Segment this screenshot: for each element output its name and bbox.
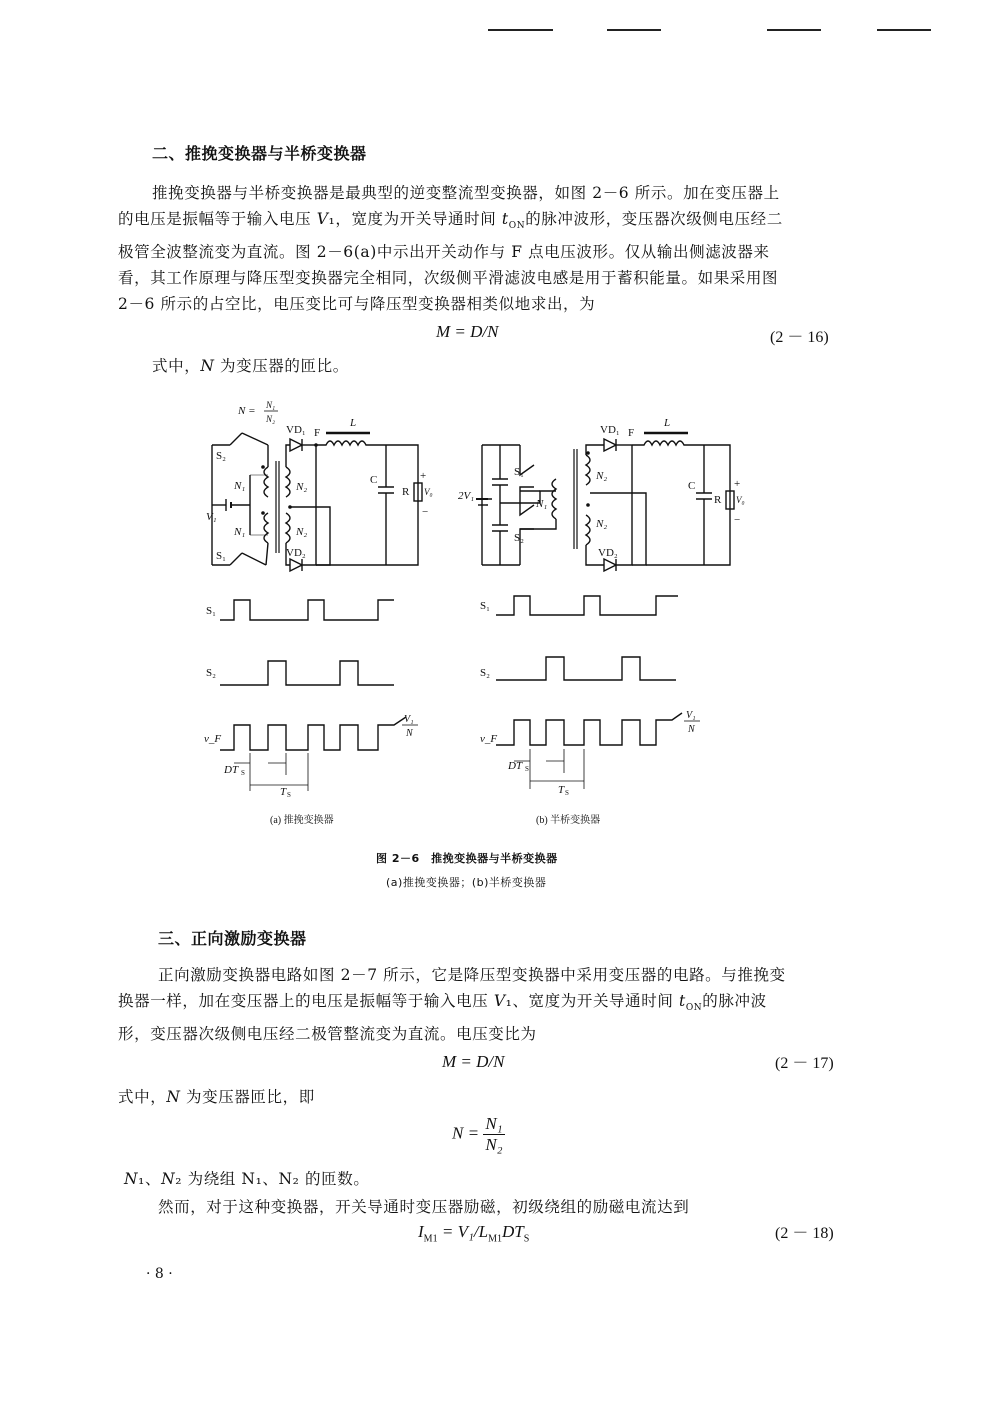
secondary-coil-b	[586, 455, 590, 545]
n2-label: N₂	[266, 414, 276, 424]
l-label: L	[350, 417, 357, 429]
inductor-l	[316, 441, 386, 445]
l-label-b: L	[664, 417, 671, 429]
wave-b-s2: S₂	[480, 667, 490, 679]
circuit-b	[458, 417, 745, 571]
s1-label-b: S₁	[514, 466, 524, 478]
para-line: 形，变压器次级侧电压经二极管整流变为直流。电压变比为	[118, 1025, 537, 1044]
capacitors-b	[492, 445, 508, 565]
section3-heading: 三、正向激励变换器	[158, 929, 307, 948]
n1-bot: N₁	[234, 526, 246, 538]
equation-2-17-number: (2 － 17)	[775, 1055, 834, 1072]
svg-text:S: S	[241, 769, 245, 777]
svg-text:S: S	[565, 789, 569, 797]
n-fraction	[452, 1114, 505, 1155]
wave-a-dts: DT	[224, 764, 239, 776]
n2-top: N₂	[296, 481, 308, 493]
para-line: 推挽变换器与半桥变换器是最典型的逆变整流型变换器，如图 2－6 所示。加在变压器上	[152, 184, 780, 202]
circuit-a	[206, 400, 433, 571]
minus-label-b: −	[734, 514, 741, 526]
n-ratio-label: N =	[238, 405, 256, 417]
v1-label: V₁	[206, 511, 217, 523]
f-label: F	[314, 427, 321, 439]
para-line: 正向激励变换器电路如图 2－7 所示，它是降压型变换器中采用变压器的电路。与推挽变	[158, 966, 786, 984]
vd2-label-b: VD₂	[598, 547, 618, 559]
top-rule-1	[488, 29, 553, 31]
wave-b-v1n: V₁	[686, 710, 696, 721]
section2-heading: 二、推挽变换器与半桥变换器	[152, 144, 367, 163]
sub-a: (a) 推挽变换器	[270, 815, 334, 826]
c-label: C	[370, 474, 378, 486]
inductor-l-b	[632, 441, 700, 445]
section3-n-desc: N₁、N₂ 为绕组 N₁、N₂ 的匝数。	[124, 1170, 370, 1188]
r-label: R	[402, 486, 410, 498]
top-rule-4	[877, 29, 931, 31]
wave-a-vf: v_F	[204, 733, 222, 745]
f-label-b: F	[628, 427, 635, 439]
vd1-label: VD₁	[286, 424, 306, 436]
wave-a-s1: S₁	[206, 605, 216, 617]
n2-bot-b: N₂	[596, 518, 608, 530]
wave-b-dts: DT	[508, 760, 523, 772]
svg-text:N: N	[688, 724, 695, 735]
section2-where: 式中，N 为变压器的匝比。	[152, 357, 349, 375]
section2-paragraph	[118, 180, 840, 317]
wave-a-v1n: V₁	[404, 714, 414, 725]
wave-a-ts: T	[280, 786, 287, 798]
s2-label: S₂	[216, 450, 226, 462]
n-lhs: N =	[452, 1123, 480, 1143]
n2-top-b: N₂	[596, 470, 608, 482]
v0-label: V₀	[424, 487, 433, 497]
n1-label-b: N₁	[536, 498, 548, 510]
equation-2-17: M = D/N	[442, 1052, 505, 1071]
s1-label: S₁	[216, 550, 226, 562]
wave-b-ts: T	[558, 784, 565, 796]
equation-2-18: $I_{M1} = V_1/L_{M1}DT_S$	[418, 1222, 530, 1245]
v0-label-b: V₀	[736, 495, 745, 505]
para-line: 的电压是振幅等于输入电压 V₁，宽度为开关导通时间 $t_{ON}$的脉冲波形，变压器次级侧电压经二	[118, 210, 783, 232]
diode-vd2	[290, 559, 302, 571]
section3-where: 式中，N 为变压器匝比，即	[118, 1088, 315, 1106]
diode-vd1-b	[604, 439, 616, 451]
secondary-coil	[286, 467, 290, 543]
para-line: 2－6 所示的占空比，电压变比可与降压型变换器相类似地求出，为	[118, 295, 596, 314]
switch-s2	[212, 433, 242, 445]
waveforms-b	[480, 596, 700, 826]
top-rule-3	[767, 29, 821, 31]
para-line: 极管全波整流变为直流。图 2－6(a)中示出开关动作与 F 点电压波形。仅从输出侧滤波器来	[118, 243, 770, 262]
wave-b-vf: v_F	[480, 733, 498, 745]
page-number: · 8 ·	[146, 1266, 173, 1282]
vd1-label-b: VD₁	[600, 424, 620, 436]
para-line: 看，其工作原理与降压型变换器完全相同，次级侧平滑滤波电感是用于蓄积能量。如果采用图	[118, 269, 779, 288]
n-frac	[483, 1114, 504, 1155]
c-label-b: C	[688, 480, 696, 492]
diode-vd1	[290, 439, 302, 451]
vd2-label: VD₂	[286, 547, 306, 559]
para-line: 换器一样，加在变压器上的电压是振幅等于输入电压 V₁、宽度为开关导通时间 $t_{ON}$的脉冲波	[118, 992, 767, 1014]
figure-2-6	[190, 395, 750, 835]
svg-text:N: N	[406, 728, 413, 739]
switches-b	[520, 445, 534, 565]
n-den: N₂	[485, 1135, 503, 1154]
capacitor-c	[378, 445, 394, 565]
n2-bot: N₂	[296, 526, 308, 538]
section3-then: 然而，对于这种变换器，开关导通时变压器励磁，初级绕组的励磁电流达到	[158, 1198, 690, 1216]
section3-paragraph	[118, 962, 840, 1047]
plus-label-b: +	[734, 478, 741, 490]
2v1-label: 2V₁	[458, 490, 475, 502]
n1-top: N₁	[234, 480, 246, 492]
equation-2-16: M = D/N	[436, 322, 499, 341]
equation-2-18-number: (2 － 18)	[775, 1225, 834, 1242]
diode-vd2-b	[604, 559, 616, 571]
waveforms-a	[204, 600, 418, 826]
primary-coil	[264, 467, 268, 543]
s2-label-b: S₂	[514, 532, 524, 544]
figure-caption: 图 2－6 推挽变换器与半桥变换器	[376, 852, 558, 865]
sub-b: (b) 半桥变换器	[536, 815, 601, 826]
minus-label: −	[422, 506, 429, 518]
plus-label: +	[420, 470, 427, 482]
wave-a-s2: S₂	[206, 667, 216, 679]
equation-2-16-number: (2 － 16)	[770, 329, 829, 346]
n1-label: N₁	[266, 400, 276, 410]
n-num: N₁	[485, 1114, 503, 1133]
capacitor-c-b	[696, 445, 712, 565]
svg-text:S: S	[525, 765, 529, 773]
r-label-b: R	[714, 494, 722, 506]
svg-text:S: S	[287, 791, 291, 799]
wave-b-s1: S₁	[480, 600, 490, 612]
primary-coil-b	[552, 479, 556, 519]
figure-subcaption: (a)推挽变换器；(b)半桥变换器	[386, 876, 547, 889]
top-rule-2	[607, 29, 661, 31]
